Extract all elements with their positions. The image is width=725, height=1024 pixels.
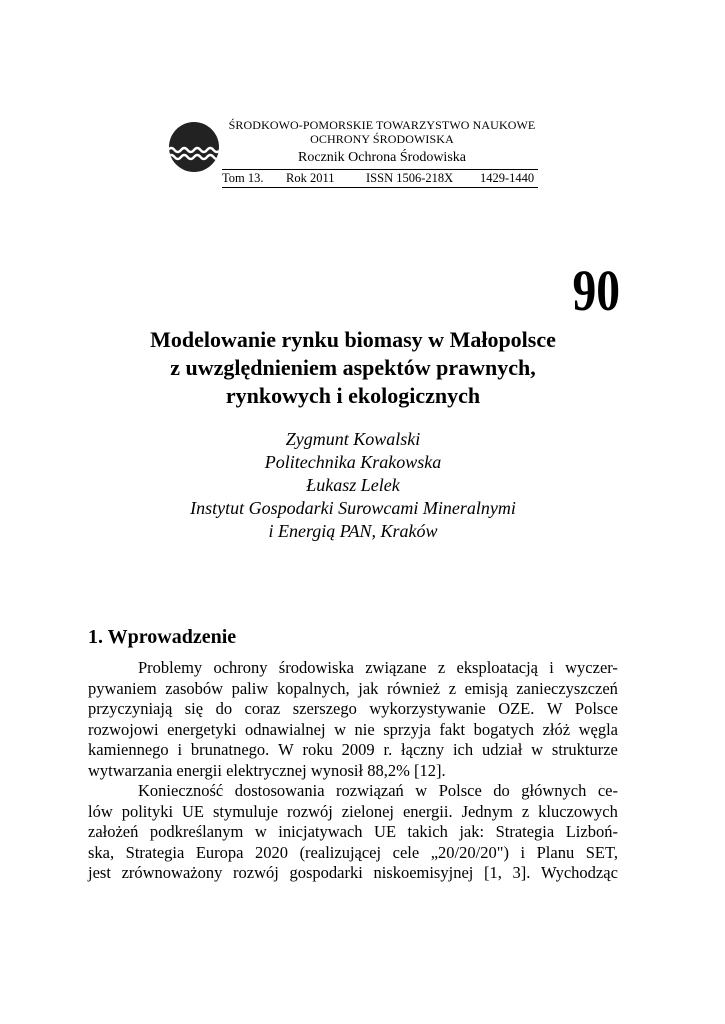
word: fakt [439, 719, 466, 739]
text-line [88, 699, 618, 720]
word: pywaniem [88, 678, 157, 698]
word: 88,2% [367, 760, 410, 780]
word: z [437, 658, 446, 677]
word: wykorzystywanie [369, 699, 486, 718]
word: zrównoważony [121, 863, 223, 882]
word: paliw [231, 678, 269, 698]
word: brunatnego. [190, 740, 270, 759]
text-line [88, 720, 618, 741]
word: udział [481, 740, 523, 759]
word: [12]. [413, 760, 446, 780]
word: ska, [88, 842, 115, 862]
word: środowiska [278, 658, 354, 677]
word: energii [176, 760, 222, 780]
society-name: ŚRODKOWO-POMORSKIE TOWARZYSTWO NAUKOWE OCHRONY ŚRODOWISKA [228, 118, 536, 146]
word: również [386, 678, 441, 698]
issn: ISSN 1506-218X [366, 171, 454, 185]
word: (realizującej [299, 842, 382, 862]
word: w [531, 740, 544, 759]
word: Problemy [138, 658, 203, 677]
text-line [88, 740, 618, 761]
word: OZE. [498, 699, 535, 718]
header-rule-bottom [222, 187, 538, 188]
word: lów [88, 801, 113, 821]
word: inicjatywach [278, 822, 363, 841]
word: głównych [521, 781, 587, 800]
word: złóż [542, 719, 571, 739]
word: do [493, 781, 510, 800]
word: Wychodząc [541, 863, 618, 882]
word: z [521, 801, 530, 821]
word: dostosowania [234, 781, 325, 800]
word: Strategia [125, 842, 185, 862]
word: do [215, 699, 233, 718]
journal-header [168, 118, 538, 198]
text-line [88, 781, 618, 802]
word: ce- [597, 781, 618, 800]
word: emisją [464, 678, 508, 698]
word: 2009 [341, 740, 375, 759]
word: kluczowych [538, 801, 618, 821]
word: Konieczność [138, 781, 224, 800]
word: 3]. [512, 863, 531, 882]
word: i [520, 842, 526, 862]
word: ich [452, 740, 474, 759]
word: się [184, 699, 204, 718]
article-title: Modelowanie rynku biomasy w Małopolsce z uwzględnieniem aspektów prawnych, rynkowych i ekologicznych [150, 327, 556, 408]
volume: Tom 13. [222, 171, 264, 185]
text-line [88, 679, 618, 700]
word: W [546, 699, 563, 718]
word: jest [88, 863, 111, 882]
word: zanieczyszczeń [516, 678, 618, 698]
word: wynosił [310, 760, 364, 780]
affiliation: Instytut Gospodarki Surowcami Mineralnymi [190, 498, 516, 518]
text-line [88, 843, 618, 864]
word: odnawialnej [244, 719, 326, 739]
text-line [88, 761, 618, 782]
word: Lizboń- [565, 822, 618, 841]
word: polityki [121, 801, 174, 821]
affiliation: Politechnika Krakowska [264, 452, 442, 472]
word: jak [358, 678, 379, 698]
society-logo-icon [168, 121, 220, 173]
word: rozwój [287, 801, 333, 821]
word: Jednym [461, 801, 513, 821]
word: cele [392, 842, 420, 862]
word: w [334, 719, 347, 739]
word: i [549, 658, 554, 677]
word: przyczyniają [88, 699, 173, 718]
word: bogatych [473, 719, 535, 739]
article-number: 90 [572, 258, 620, 323]
page-range: 1429-1440 [480, 171, 535, 185]
word: stymuluje [212, 801, 279, 821]
word: kamiennego [88, 740, 169, 759]
text-line [88, 802, 618, 823]
word: sprzyja [383, 719, 431, 739]
word: W [278, 740, 294, 759]
word: takich [407, 822, 448, 841]
word: wyczer- [565, 658, 618, 677]
word: Strategia [495, 822, 555, 841]
word: jak: [459, 822, 485, 841]
word: w [415, 781, 428, 800]
author-name: Łukasz Lelek [306, 475, 400, 495]
section-heading: 1. Wprowadzenie [88, 626, 237, 648]
word: strukturze [551, 740, 618, 759]
word: rozwiązań [336, 781, 404, 800]
word: węgla [578, 719, 618, 739]
word: w [254, 822, 267, 841]
text-line [88, 863, 618, 884]
word: UE [182, 801, 204, 821]
word: niskoemisyjnej [373, 863, 474, 882]
word: ochrony [213, 658, 268, 677]
word: łączny [401, 740, 445, 759]
text-line [88, 822, 618, 843]
word: związane [365, 658, 427, 677]
word: zielonej [341, 801, 395, 821]
word: gospodarki [289, 863, 363, 882]
word: roku [302, 740, 333, 759]
journal-name: Rocznik Ochrona Środowiska [298, 150, 466, 165]
word: Polsce [574, 699, 618, 718]
text-line [88, 658, 618, 679]
affiliation: i Energią PAN, Kraków [268, 521, 438, 541]
word: rozwój [233, 863, 279, 882]
word: coraz [244, 699, 281, 718]
word: rozwojowi [88, 719, 159, 739]
body-text [88, 658, 618, 884]
word: SET, [585, 842, 618, 862]
word: elektrycznej [226, 760, 307, 780]
word: „20/20/20") [430, 842, 509, 862]
word: i [177, 740, 183, 759]
word: Polsce [438, 781, 482, 800]
word: eksploatacją [456, 658, 538, 677]
word: wytwarzania [88, 760, 173, 780]
word: szerszego [292, 699, 357, 718]
word: 2020 [255, 842, 289, 862]
word: r. [383, 740, 393, 759]
word: kopalnych, [276, 678, 350, 698]
year: Rok 2011 [286, 171, 335, 185]
word: Planu [536, 842, 575, 862]
word: Europa [195, 842, 244, 862]
author-name: Zygmunt Kowalski [285, 429, 421, 449]
word: założeń [88, 822, 139, 841]
word: nie [354, 719, 375, 739]
authors-affiliations [88, 428, 618, 543]
word: UE [374, 822, 397, 841]
word: z [448, 678, 457, 698]
word: energii. [402, 801, 453, 821]
word: energetyki [167, 719, 237, 739]
word: zasobów [165, 678, 224, 698]
word: podkreślanym [149, 822, 244, 841]
word: [1, [484, 863, 502, 882]
